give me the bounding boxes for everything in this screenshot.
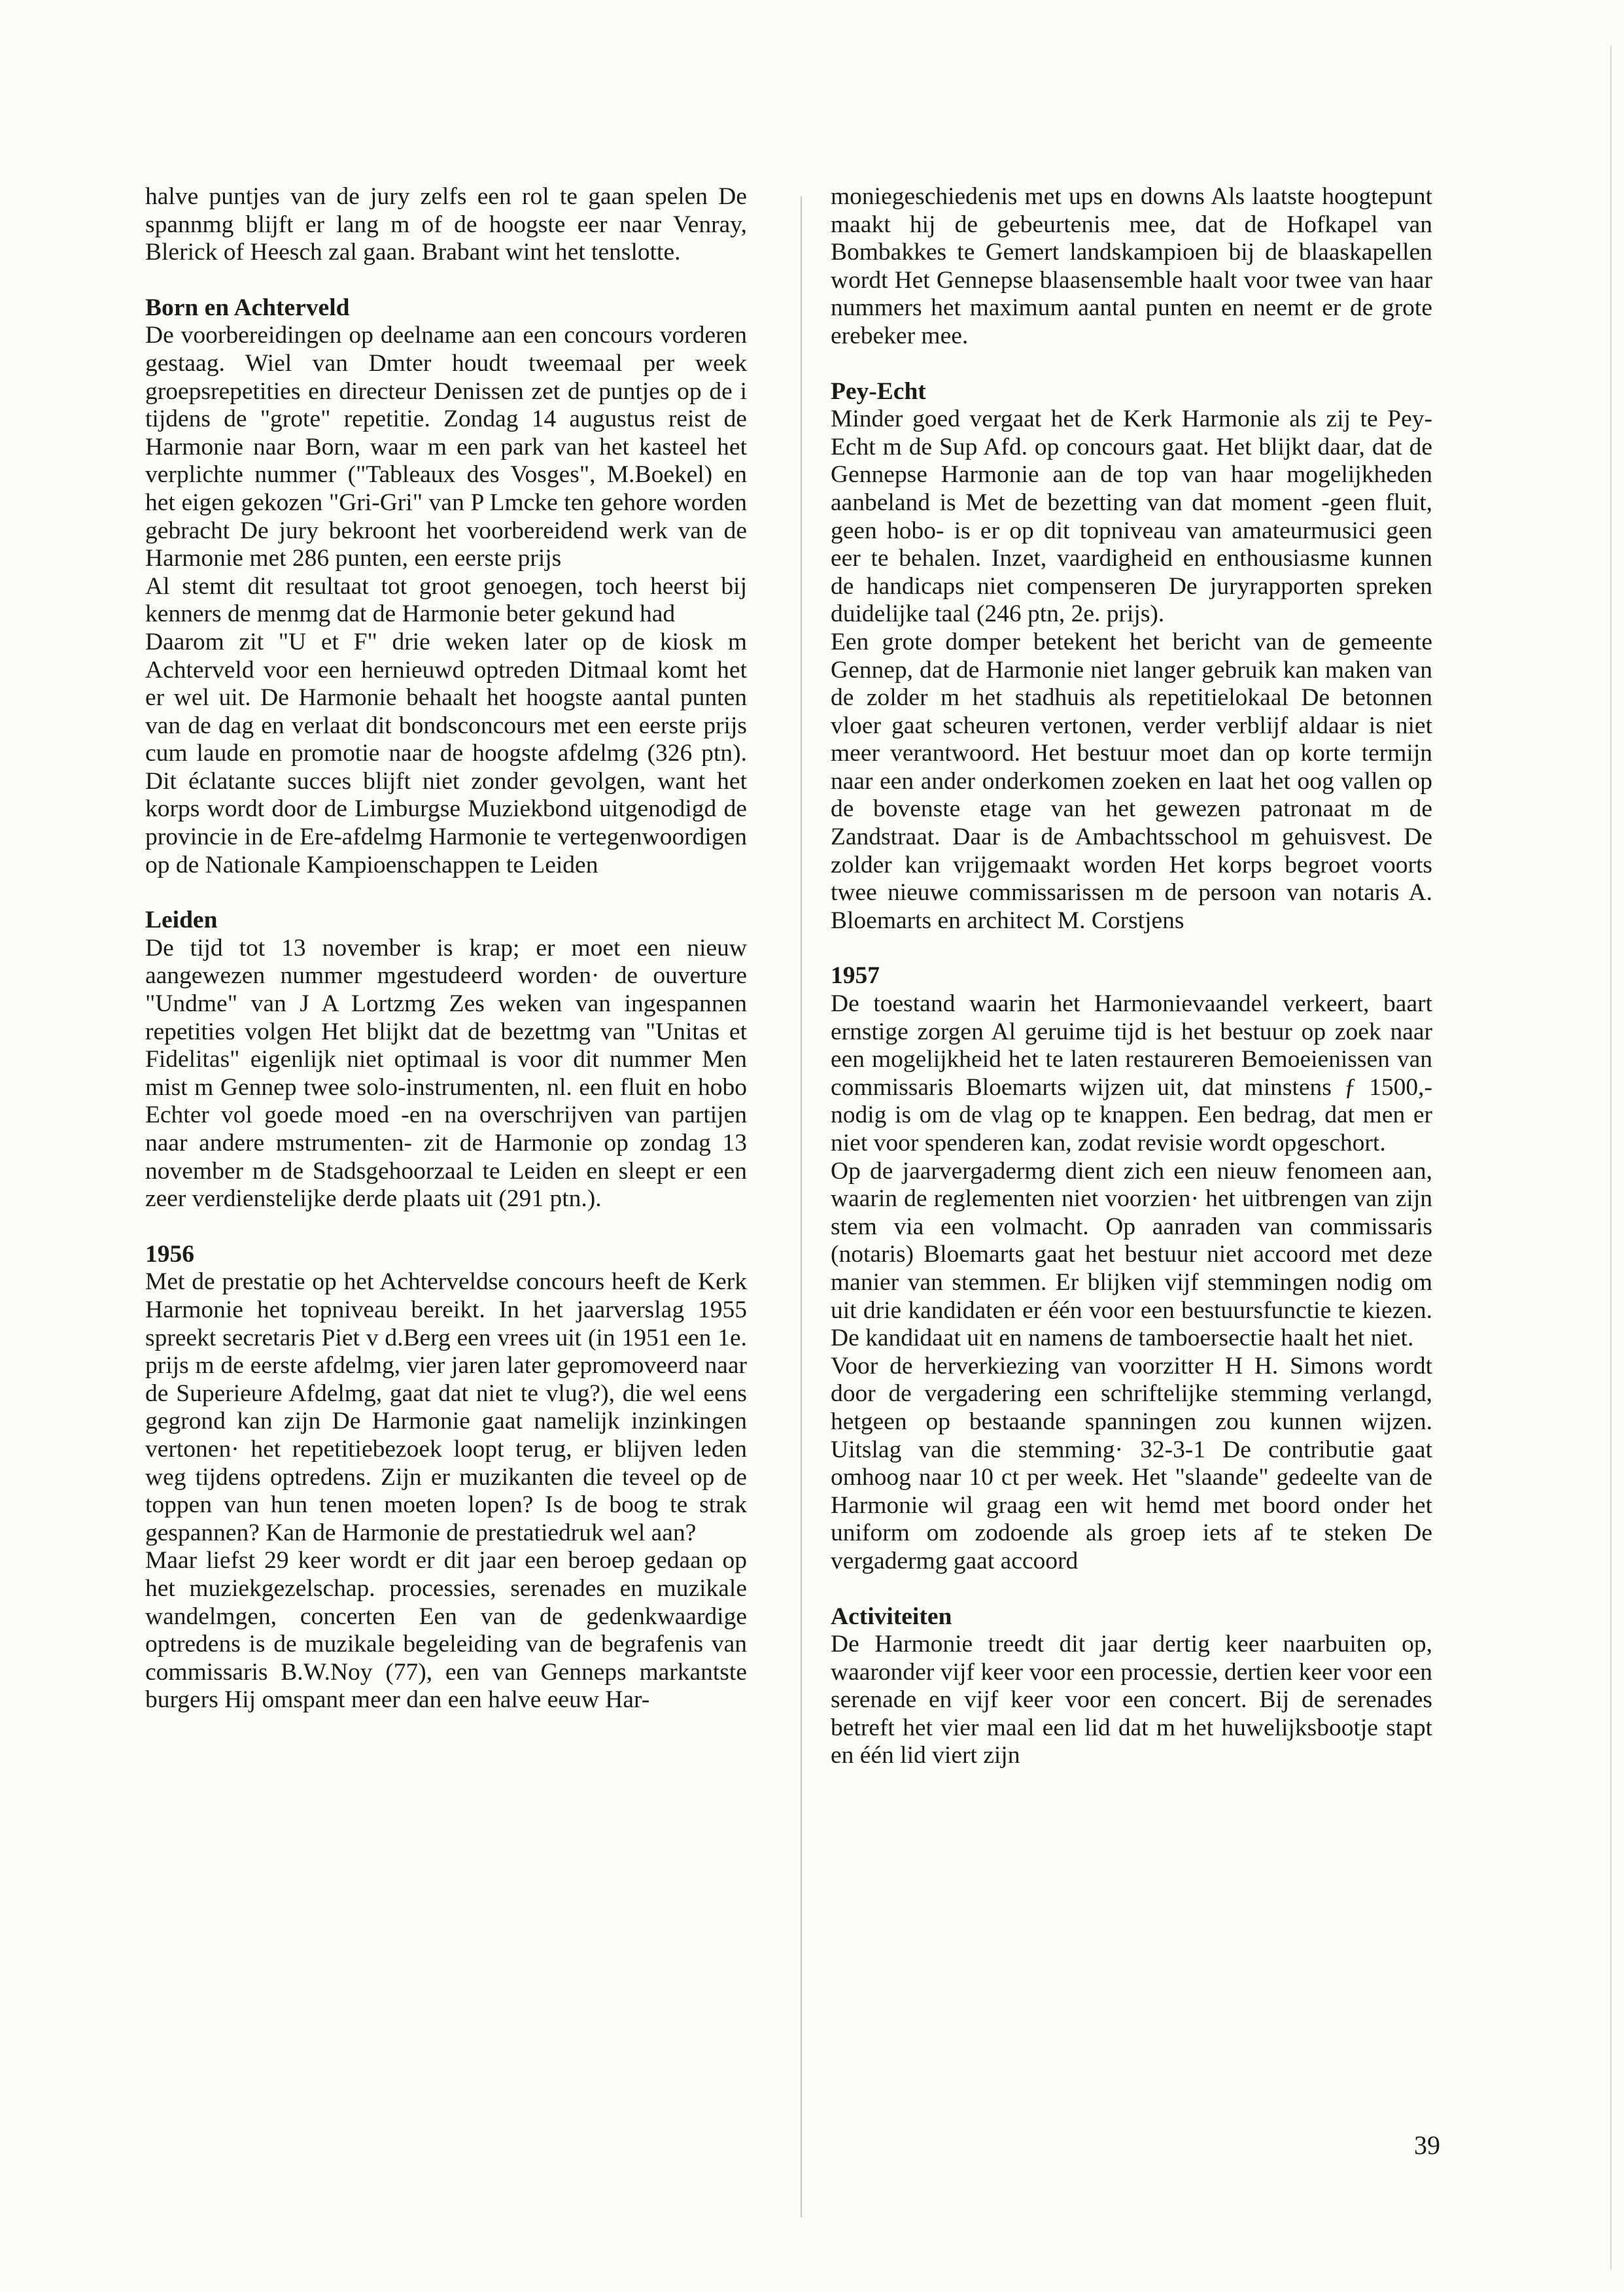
paragraph: halve puntjes van de jury zelfs een rol te gaan spelen De spannmg blijft er lang m of de hoogste eer naar Venray, Blerick of Heesch zal gaan. Brabant wint het tenslotte. [145,183,747,266]
paragraph: De tijd tot 13 november is krap; er moet een nieuw aangewezen nummer mgestudeerd worden· de ouverture "Undme" van J A Lortzmg Zes weken van ingespannen repetities volgen Het blijkt dat de bezettmg van "Unitas et Fidelitas" eigenlijk niet optimaal is voor dit nummer Men mist m Gennep twee solo-instrumenten, nl. een fluit en hobo Echter vol goede moed -en na overschrijven van partijen naar andere mstrumenten- zit de Harmonie op zondag 13 november m de Stadsgehoorzaal te Leiden en sleept er een zeer verdienstelijke derde plaats uit (291 ptn.). [145,934,747,1213]
left-column [145,183,747,1714]
section-heading-1956: 1956 [145,1240,194,1268]
scan-edge-line [1610,46,1612,2270]
paragraph: De voorbereidingen op deelname aan een concours vorderen gestaag. Wiel van Dmter houdt tweemaal per week groepsrepetities en directeur Denissen zet de puntjes op de i tijdens de "grote" repetitie. Zondag 14 augustus reist de Harmonie naar Born, waar m een park van het kasteel het verplichte nummer ("Tableaux des Vosges", M.Boekel) en het eigen gekozen "Gri-Gri" van P Lmcke ten gehore worden gebracht De jury bekroont het voorbereidend werk van de Harmonie met 286 punten, een eerste prijs [145,322,747,572]
section-heading-leiden: Leiden [145,907,218,934]
paragraph: Een grote domper betekent het bericht van de gemeente Gennep, dat de Harmonie niet langer gebruik kan maken van de zolder m het stadhuis als repetitielokaal De betonnen vloer gaat scheuren vertonen, verder verblijf aldaar is niet meer verantwoord. Het bestuur moet dan op korte termijn naar een ander onderkomen zoeken en laat het oog vallen op de bovenste etage van het gewezen patronaat m de Zandstraat. Daar is de Ambachtsschool m gehuisvest. De zolder kan vrijgemaakt worden Het korps begroet voorts twee nieuwe commissarissen m de persoon van notaris A. Bloemarts en architect M. Corstjens [831,628,1432,934]
page-number: 39 [1414,2130,1440,2160]
column-divider [801,196,802,2217]
paragraph: Maar liefst 29 keer wordt er dit jaar een beroep gedaan op het muziekgezelschap. processies, serenades en muzikale wandelmgen, concerten Een van de gedenkwaardige optredens is de muzikale begeleiding van de begrafenis van commissaris B.W.Noy (77), een van Genneps markantste burgers Hij omspant meer dan een halve eeuw Har- [145,1547,747,1714]
paragraph: Voor de herverkiezing van voorzitter H H. Simons wordt door de vergadering een schriftelijke stemming verlangd, hetgeen op bestaande spanningen zou kunnen wijzen. Uitslag van die stemming· 32-3-1 De contributie gaat omhoog naar 10 ct per week. Het "slaande" gedeelte van de Harmonie wil graag een wit hemd met boord onder het uniform om zodoende als groep iets af te steken De vergadermg gaat accoord [831,1352,1432,1574]
paragraph: Minder goed vergaat het de Kerk Harmonie als zij te Pey-Echt m de Sup Afd. op concours gaat. Het blijkt daar, dat de Gennepse Harmonie aan de top van haar mogelijkheden aanbeland is Met de bezetting van dat moment -geen fluit, geen hobo- is er op dit topniveau van amateurmusici geen eer te behalen. Inzet, vaardigheid en enthousiasme kunnen de handicaps niet compenseren De juryrapporten spreken duidelijke taal (246 ptn, 2e. prijs). [831,406,1432,628]
paragraph: De Harmonie treedt dit jaar dertig keer naarbuiten op, waaronder vijf keer voor een processie, dertien keer voor een serenade en vijf keer voor een concert. Bij de serenades betreft het vier maal een lid dat m het huwelijksbootje stapt en één lid viert zijn [831,1631,1432,1769]
section-heading-1957: 1957 [831,962,880,990]
paragraph: Met de prestatie op het Achterveldse concours heeft de Kerk Harmonie het topniveau bereikt. In het jaarverslag 1955 spreekt secretaris Piet v d.Berg een vrees uit (in 1951 een 1e. prijs m de eerste afdelmg, vier jaren later gepromoveerd naar de Superieure Afdelmg, gaat dat niet te vlug?), die wel eens gegrond kan zijn De Harmonie gaat namelijk inzinkingen vertonen· het repetitiebezoek loopt terug, er blijven leden weg tijdens optredens. Zijn er muzikanten die teveel op de toppen van hun tenen moeten lopen? Is de boog te strak gespannen? Kan de Harmonie de prestatiedruk wel aan? [145,1268,747,1546]
right-column [831,183,1432,1770]
paragraph: Daarom zit "U et F" drie weken later op de kiosk m Achterveld voor een hernieuwd optreden Ditmaal komt het er wel uit. De Harmonie behaalt het hoogste aantal punten van de dag en verlaat dit bondsconcours met een eerste prijs cum laude en promotie naar de hoogste afdelmg (326 ptn). Dit éclatante succes blijft niet zonder gevolgen, want het korps wordt door de Limburgse Muziekbond uitgenodigd de provincie in de Ere-afdelmg Harmonie te vertegenwoordigen op de Nationale Kampioenschappen te Leiden [145,628,747,878]
paragraph: moniegeschiedenis met ups en downs Als laatste hoogtepunt maakt hij de gebeurtenis mee, dat de Hofkapel van Bombakkes te Gemert landskampioen bij de blaaskapellen wordt Het Gennepse blaasensemble haalt voor twee van haar nummers het maximum aantal punten en neemt er de grote erebeker mee. [831,183,1432,349]
section-heading-activiteiten: Activiteiten [831,1603,952,1630]
section-heading-pey-echt: Pey-Echt [831,377,926,405]
paragraph: Op de jaarvergadermg dient zich een nieuw fenomeen aan, waarin de reglementen niet voorzien· het uitbrengen van zijn stem via een volmacht. Op aanraden van commissaris (notaris) Bloemarts gaat het bestuur niet accoord met deze manier van stemmen. Er blijken vijf stemmingen nodig om uit drie kandidaten er één voor een bestuursfunctie te kiezen. De kandidaat uit en namens de tamboersectie haalt het niet. [831,1157,1432,1352]
paragraph: De toestand waarin het Harmonievaandel verkeert, baart ernstige zorgen Al geruime tijd is het bestuur op zoek naar een mogelijkheid het te laten restaureren Bemoeienissen van commissaris Bloemarts wijzen uit, dat minstens ƒ 1500,- nodig is om de vlag op te knappen. Een bedrag, dat men er niet voor spenderen kan, zodat revisie wordt opgeschort. [831,990,1432,1156]
paragraph: Al stemt dit resultaat tot groot genoegen, toch heerst bij kenners de menmg dat de Harmonie beter gekund had [145,572,747,628]
section-heading-born-en-achterveld: Born en Achterveld [145,294,350,321]
